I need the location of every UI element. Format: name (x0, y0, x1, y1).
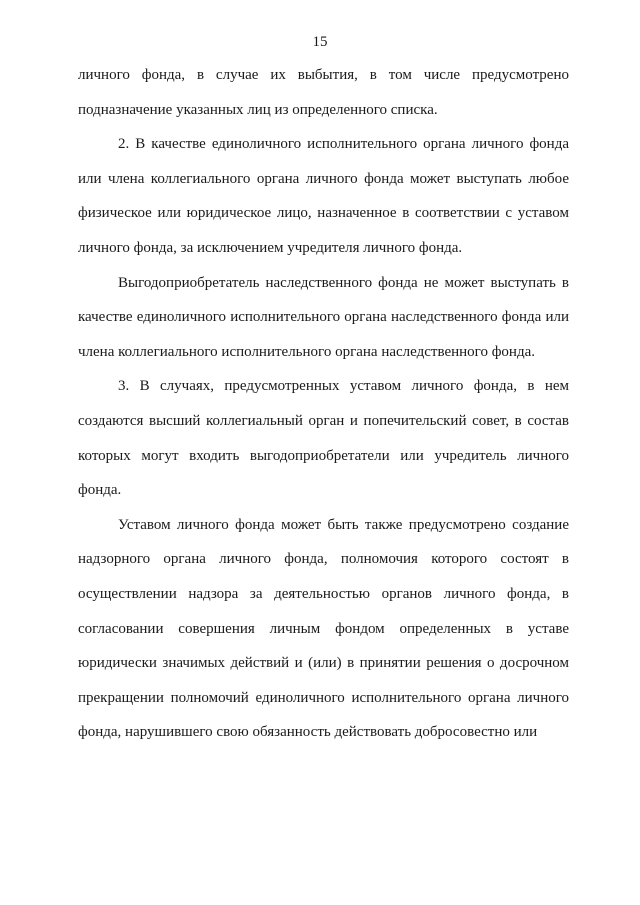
paragraph-item-2: 2. В качестве единоличного исполнительного органа личного фонда или члена коллегиального органа личного фонда может выступать любое физическое или юридическое лицо, назначенное в соответствии с уставом личного фонда, за исключением учредителя личного фонда. (78, 136, 569, 256)
paragraph-beneficiary: Выгодоприобретатель наследственного фонда не может выступать в качестве единоличного исполнительного органа наследственного фонда или члена коллегиального исполнительного органа наследственного фонда. (78, 274, 569, 360)
document-body (78, 58, 569, 750)
paragraph-supervisory-body: Уставом личного фонда может быть также предусмотрено создание надзорного органа личного фонда, полномочия которого состоят в осуществлении надзора за деятельностью органов личного фонда, в согласовании совершения личным фондом определенных в уставе юридически значимых действий и (или) в принятии решения о досрочном прекращении полномочий единоличного исполнительного органа личного фонда, нарушившего свою обязанность действовать добросовестно или (78, 516, 569, 741)
paragraph-item-3: 3. В случаях, предусмотренных уставом личного фонда, в нем создаются высший коллегиальный орган и попечительский совет, в состав которых могут входить выгодоприобретатели или учредитель личного фонда. (78, 378, 569, 499)
page-number: 15 (312, 34, 328, 50)
paragraph-continuation: личного фонда, в случае их выбытия, в том числе предусмотрено подназначение указанных лиц из определенного списка. (78, 67, 569, 118)
